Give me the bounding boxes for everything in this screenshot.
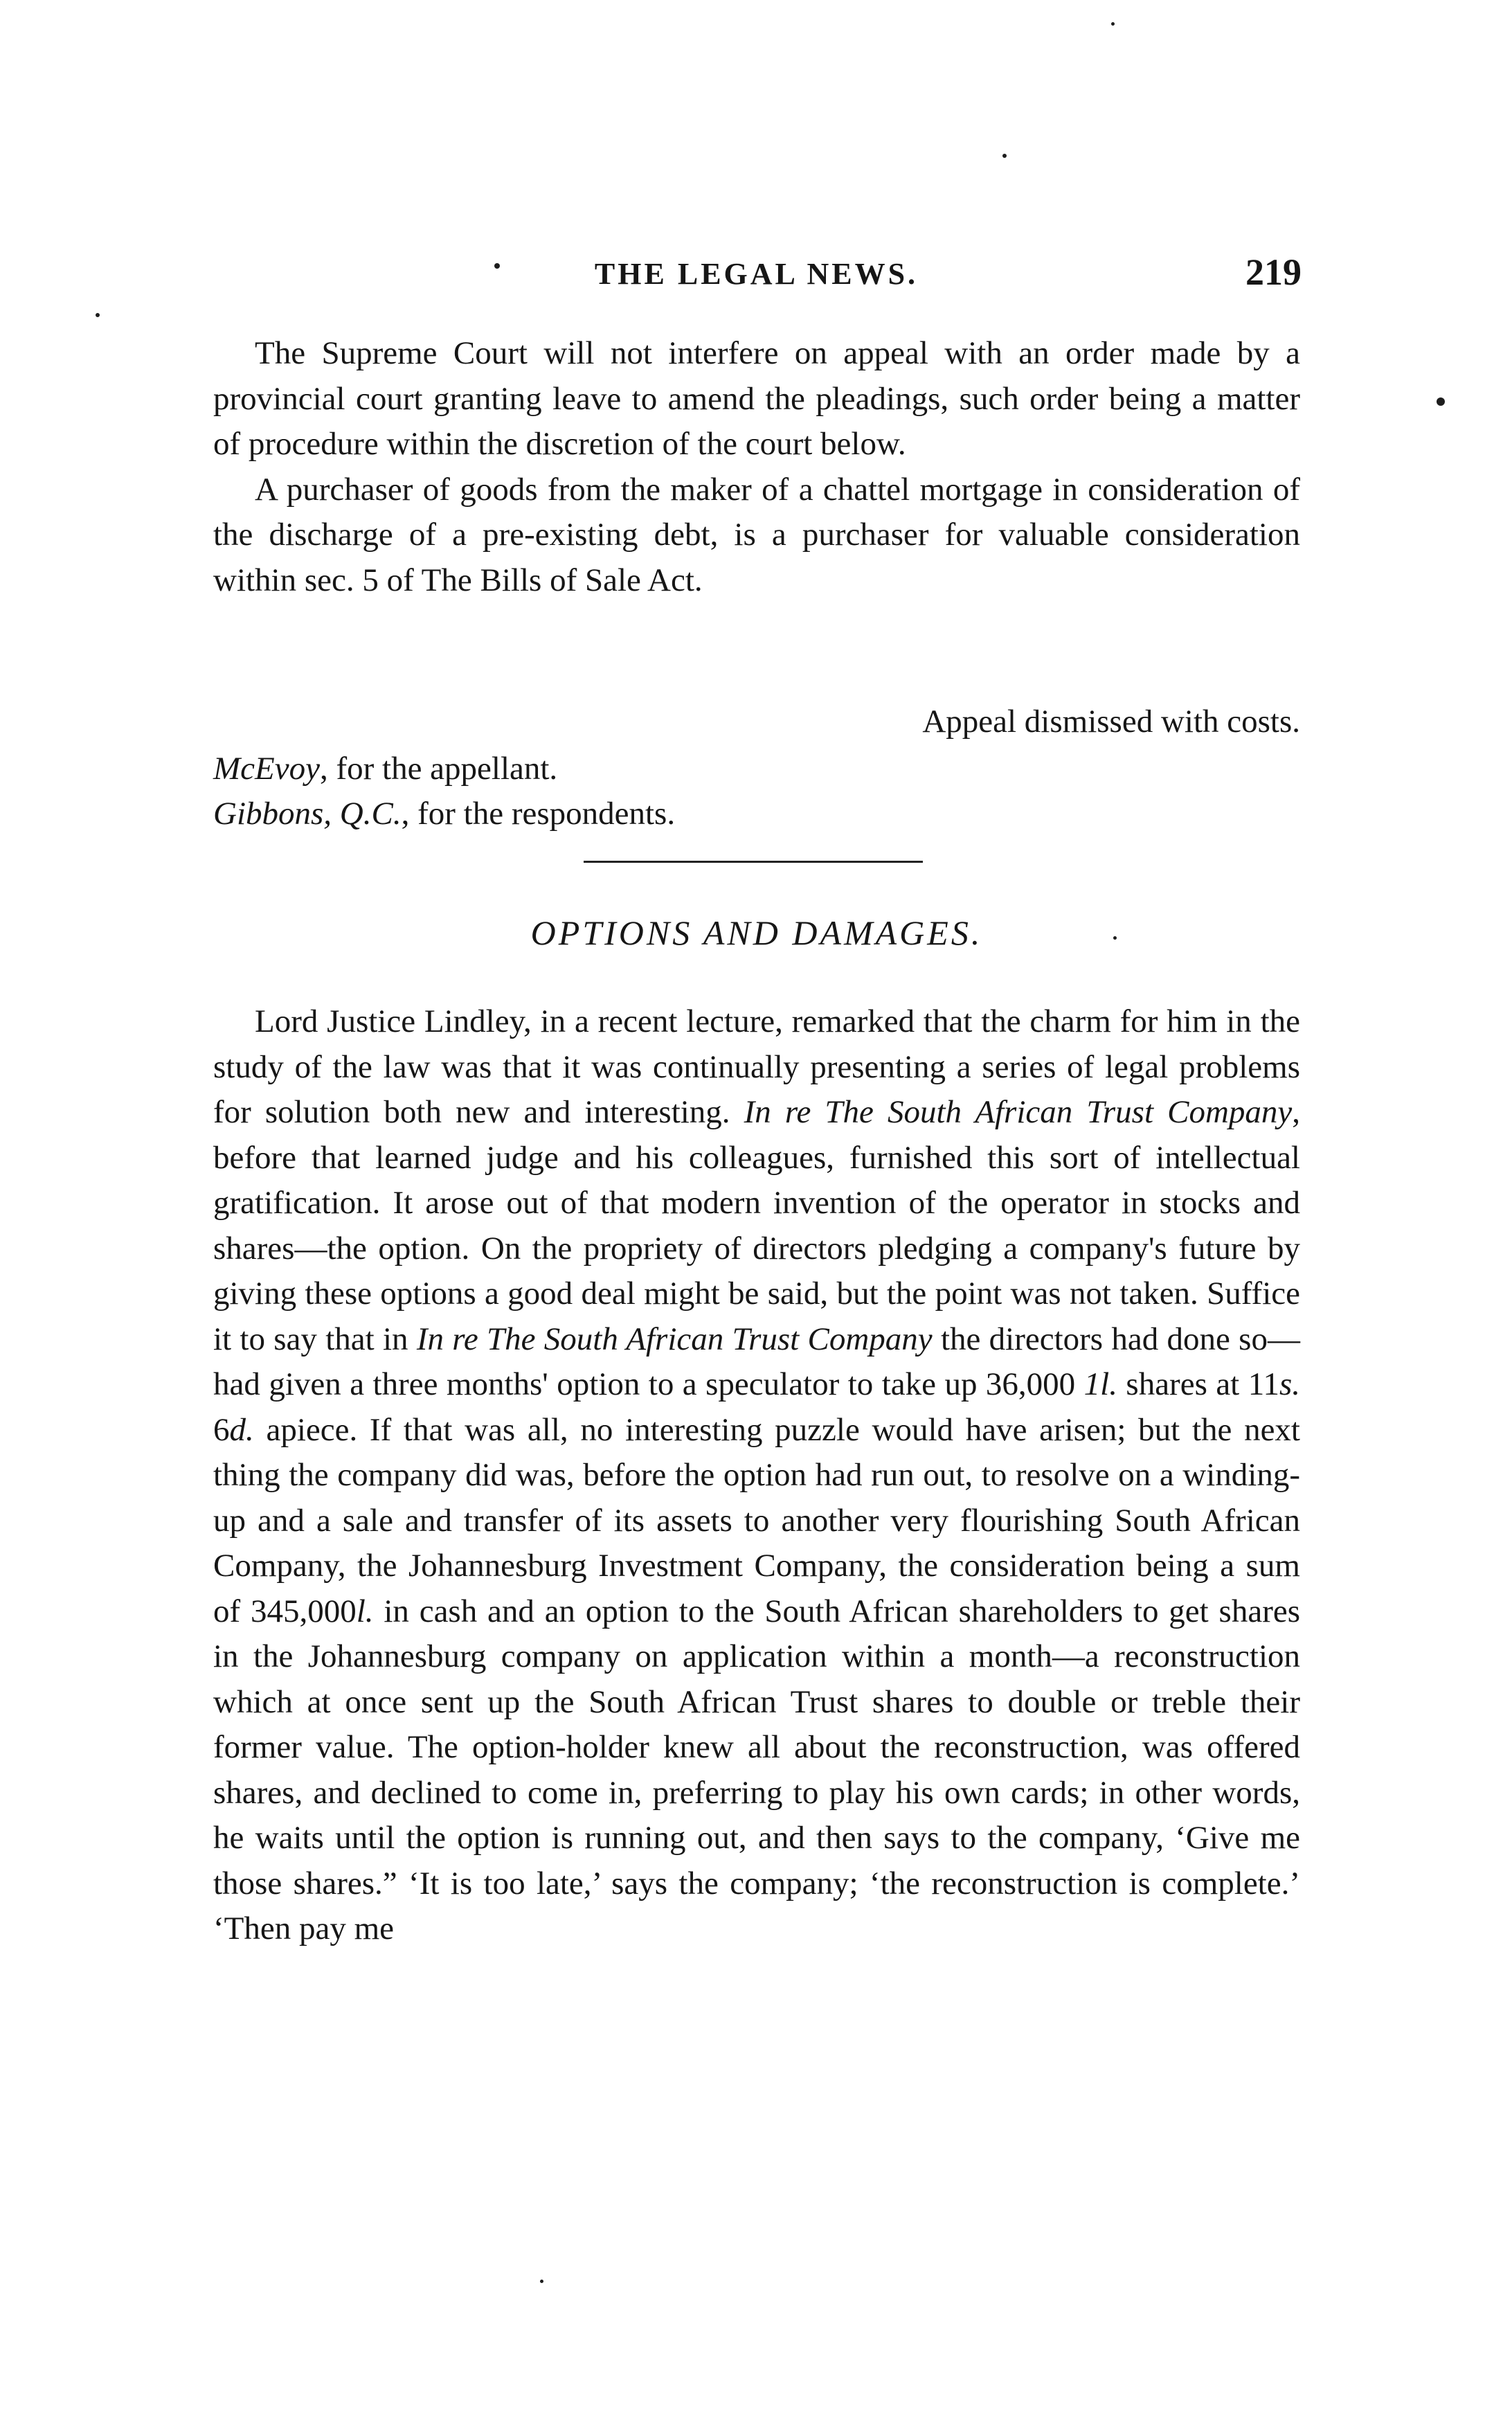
page-header: [211, 251, 1302, 299]
article-text: in cash and an option to the South African shareholders to get shares in the Johannesburg company on application within a month—a reconstruction which at once sent up the South African Trust shares to double or treble their former value. The option-holder knew all about the reconstruction, was offered shares, and declined to come in, preferring to play his own cards; in other words, he waits until the option is running out, and then says to the company, ‘Give me those shares.” ‘It is too late,’ says the company; ‘the reconstruction is complete.’ ‘Then pay me: [213, 1593, 1300, 1947]
print-speck: [1437, 397, 1445, 406]
case-citation: In re The South African Trust Company: [744, 1094, 1293, 1130]
article-body: [213, 999, 1300, 1952]
article-text: shares at 11: [1117, 1366, 1279, 1402]
counsel-name: Gibbons, Q.C.: [213, 796, 402, 832]
page-number: 219: [1245, 251, 1302, 293]
counsel-role: , for the respondents.: [401, 796, 676, 832]
article-text: , before that learned judge and his colleagues, furnished this sort of intellectual gratification. It arose out of that modern invention of the operator in stocks and shares—the option. On the propriety of directors pledging a company's future by giving these options a good deal might be said, but the point was not taken. Suffice it to say that in: [213, 1094, 1300, 1357]
case-paragraph: The Supreme Court will not interfere on appeal with an order made by a provincial court granting leave to amend the pleadings, such order being a matter of procedure within the discretion of the court below.: [213, 335, 1300, 462]
print-speck: [1111, 22, 1115, 26]
currency-unit: 1l.: [1083, 1366, 1117, 1402]
running-title: THE LEGAL NEWS.: [594, 257, 919, 291]
counsel-line: [213, 746, 557, 791]
section-divider: [584, 861, 923, 863]
currency-unit: d.: [229, 1411, 254, 1448]
case-citation: In re The South African Trust Company: [416, 1321, 933, 1357]
case-paragraph: A purchaser of goods from the maker of a chattel mortgage in consideration of the discharge of a pre-existing debt, is a purchaser for valuable consideration within sec. 5 of The Bills of Sale Act.: [213, 471, 1300, 598]
article-text: apiece. If that was all, no interesting puzzle would have arisen; but the next thing the company did was, before the option had run out, to resolve on a winding-up and a sale and transfer of its assets to another very flourishing South African Company, the Johannesburg Investment Company, the consideration being a sum of 345,000: [213, 1411, 1300, 1629]
currency-unit: l.: [356, 1593, 374, 1629]
counsel-name: McEvoy: [213, 751, 320, 787]
currency-unit: s.: [1279, 1366, 1300, 1402]
print-speck: [540, 2280, 543, 2283]
article-paragraph: [213, 999, 1300, 1952]
counsel-line: [213, 791, 675, 836]
article-text: the directors had done so—had given a three months' option to a speculator to take up 36,000: [213, 1321, 1300, 1402]
appeal-result: Appeal dismissed with costs.: [922, 704, 1300, 740]
section-title: OPTIONS AND DAMAGES.: [530, 913, 983, 952]
article-text: Lord Justice Lindley, in a recent lecture, remarked that the charm for him in the study of the law was that it was continually presenting a series of legal problems for solution both new and interesting.: [213, 1003, 1300, 1130]
print-speck: [1002, 154, 1007, 158]
print-speck: [96, 313, 100, 317]
print-speck: [1113, 936, 1117, 940]
print-speck: [494, 263, 500, 269]
counsel-role: , for the appellant.: [319, 751, 558, 787]
article-text: 6: [213, 1411, 230, 1448]
case-summary: [213, 331, 1300, 603]
